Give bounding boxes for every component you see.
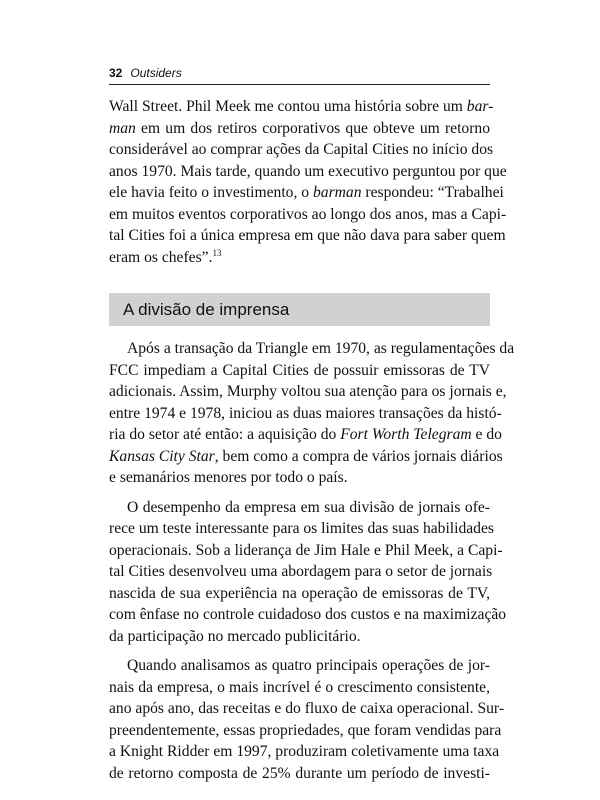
running-title: Outsiders <box>130 66 182 80</box>
text-run: ele havia feito o investimento, o <box>109 184 313 201</box>
text-run: a Knight Ridder em 1997, produziram coletivamente uma taxa <box>109 743 500 760</box>
text-line <box>109 497 490 519</box>
text-run: preendentemente, essas propriedades, que foram vendidas para <box>109 721 502 739</box>
text-run: Wall Street. Phil Meek me contou uma história sobre um <box>109 98 467 115</box>
text-run: em muitos eventos corporativos ao longo dos anos, mas a Capi- <box>109 205 507 223</box>
text-run: operacionais. Sob a liderança de Jim Hale e Phil Meek, a Capi- <box>109 541 503 559</box>
text-run: respondeu: “Trabalhei <box>361 184 504 201</box>
text-run: rece um teste interessante para os limites das suas habilidades <box>109 520 494 537</box>
text-line <box>109 604 507 626</box>
text-line <box>109 698 505 720</box>
text-line <box>109 424 502 446</box>
text-line <box>109 540 503 562</box>
text-run: Após a transação da Triangle em 1970, as regulamentações da <box>127 340 515 357</box>
text-run: e do <box>471 426 502 443</box>
section-title: A divisão de imprensa <box>123 300 290 319</box>
text-line <box>109 381 507 403</box>
italic-run: Kansas City Star <box>109 447 215 465</box>
running-head <box>109 66 490 85</box>
text-line <box>109 467 490 489</box>
text-line <box>109 403 502 425</box>
text-run: tal Cities foi a única empresa em que não dava para saber quem <box>109 227 506 244</box>
italic-run: barman <box>312 184 362 201</box>
italic-run: Fort Worth Telegram <box>340 426 472 443</box>
text-line <box>109 720 502 742</box>
text-run: em um dos retiros corporativos que obteve um retorno <box>135 119 490 137</box>
text-line <box>109 655 490 677</box>
text-run: e semanários menores por todo o país. <box>109 469 348 486</box>
text-run: da participação no mercado publicitário. <box>109 627 361 645</box>
italic-run: man <box>109 119 136 137</box>
section-heading-bar <box>109 293 490 326</box>
text-run: Quando analisamos as quatro principais operações de jor- <box>127 657 490 674</box>
text-run: entre 1974 e 1978, iniciou as duas maiores transações da histó- <box>109 404 502 422</box>
text-line <box>109 360 490 382</box>
text-line <box>109 626 490 648</box>
text-line <box>109 561 493 583</box>
text-line <box>109 247 490 269</box>
text-line <box>109 118 490 140</box>
text-run: ano após ano, das receitas e do fluxo de caixa operacional. Sur- <box>109 700 505 717</box>
text-line <box>109 763 490 785</box>
text-line <box>109 677 490 699</box>
page-number: 32 <box>109 66 123 80</box>
text-line <box>109 96 494 118</box>
text-line <box>109 741 500 763</box>
text-line <box>109 204 507 226</box>
text-run: considerável ao comprar ações da Capital Cities no início dos <box>109 141 494 158</box>
text-line <box>109 225 506 247</box>
text-run: nascida de sua experiência na operação de emissoras de TV, <box>109 584 490 602</box>
text-line <box>109 139 494 161</box>
continued-paragraph <box>109 96 507 268</box>
text-run: FCC impediam a Capital Cities de possuir emissoras de TV <box>109 361 490 379</box>
text-line <box>109 182 504 204</box>
text-line <box>109 446 503 468</box>
text-run: tal Cities desenvolveu uma abordagem para o setor de jornais <box>109 563 493 580</box>
text-run: adicionais. Assim, Murphy voltou sua atenção para os jornais e, <box>109 383 507 400</box>
text-run: O desempenho da empresa em sua divisão de jornais ofe- <box>127 498 490 516</box>
italic-run: bar- <box>466 98 494 115</box>
text-line <box>109 583 490 605</box>
text-run: ria do setor até então: a aquisição do <box>109 426 341 443</box>
text-run: de retorno composta de 25% durante um período de investi- <box>109 764 490 782</box>
text-line <box>109 161 507 183</box>
text-line <box>109 338 515 360</box>
text-line <box>109 518 494 540</box>
text-run: , bem como a compra de vários jornais diários <box>214 447 503 465</box>
paragraph-gap <box>109 489 490 497</box>
text-run: anos 1970. Mais tarde, quando um executivo perguntou por que <box>109 162 507 180</box>
text-run: eram os chefes”. <box>109 248 213 266</box>
section-body <box>109 338 515 784</box>
footnote-ref: 13 <box>212 247 222 258</box>
paragraph-gap <box>109 647 490 655</box>
text-run: com ênfase no controle cuidadoso dos custos e na maximização <box>109 606 507 623</box>
text-run: nais da empresa, o mais incrível é o crescimento consistente, <box>109 678 490 696</box>
